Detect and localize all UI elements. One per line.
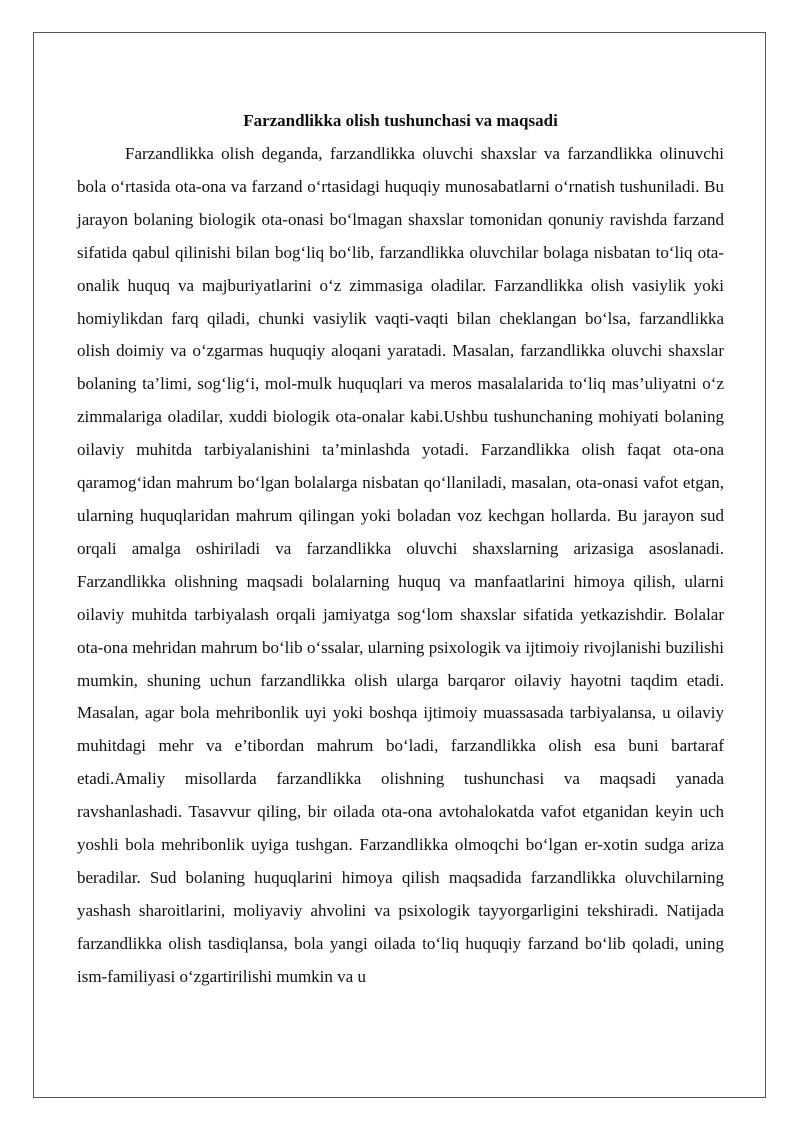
document-paragraph: Farzandlikka olish deganda, farzandlikka oluvchi shaxslar va farzandlikka olinuvchi bola o‘rtasida ota-ona va farzand o‘rtasidagi huquqiy munosabatlarni o‘rnatish tushuniladi. Bu jarayon bolaning biologik ota-onasi bo‘lmagan shaxslar tomonidan qonuniy ravishda farzand sifatida qabul qilinishi bilan bog‘liq bo‘lib, farzandlikka oluvchilar bolaga nisbatan to‘liq ota-onalik huquq va majburiyatlarini o‘z zimmasiga oladilar. Farzandlikka olish vasiylik yoki homiylikdan farq qiladi, chunki vasiylik vaqti-vaqti bilan cheklangan bo‘lsa, farzandlikka olish doimiy va o‘zgarmas huquqiy aloqani yaratadi. Masalan, farzandlikka oluvchi shaxslar bolaning ta’limi, sog‘lig‘i, mol-mulk huquqlari va meros masalalarida to‘liq mas’uliyatni o‘z zimmalariga oladilar, xuddi biologik ota-onalar kabi.Ushbu tushunchaning mohiyati bolaning oilaviy muhitda tarbiyalanishini ta’minlashda yotadi. Farzandlikka olish faqat ota-ona qaramog‘idan mahrum bo‘lgan bolalarga nisbatan qo‘llaniladi, masalan, ota-onasi vafot etgan, ularning huquqlaridan mahrum qilingan yoki boladan voz kechgan hollarda. Bu jarayon sud orqali amalga oshiriladi va farzandlikka oluvchi shaxslarning arizasiga asoslanadi. Farzandlikka olishning maqsadi bolalarning huquq va manfaatlarini himoya qilish, ularni oilaviy muhitda tarbiyalash orqali jamiyatga sog‘lom shaxslar sifatida yetkazishdir. Bolalar ota-ona mehridan mahrum bo‘lib o‘ssalar, ularning psixologik va ijtimoiy rivojlanishi buzilishi mumkin, shuning uchun farzandlikka olish ularga barqaror oilaviy hayotni taqdim etadi. Masalan, agar bola mehribonlik uyi yoki boshqa ijtimoiy muassasada tarbiyalansa, u oilaviy muhitdagi mehr va e’tibordan mahrum bo‘ladi, farzandlikka olish esa buni bartaraf etadi.Amaliy misollarda farzandlikka olishning tushunchasi va maqsadi yanada ravshanlashadi. Tasavvur qiling, bir oilada ota-ona avtohalokatda vafot etganidan keyin uch yoshli bola mehribonlik uyiga tushgan. Farzandlikka olmoqchi bo‘lgan er-xotin sudga ariza beradilar. Sud bolaning huquqlarini himoya qilish maqsadida farzandlikka oluvchilarning yashash sharoitlarini, moliyaviy ahvolini va psixologik tayyorgarligini tekshiradi. Natijada farzandlikka olish tasdiqlansa, bola yangi oilada to‘liq huquqiy farzand bo‘lib qoladi, uning ism-familiyasi o‘zgartirilishi mumkin va u [77, 144, 724, 986]
document-title: Farzandlikka olish tushunchasi va maqsadi [243, 111, 558, 130]
document-body [77, 104, 724, 994]
